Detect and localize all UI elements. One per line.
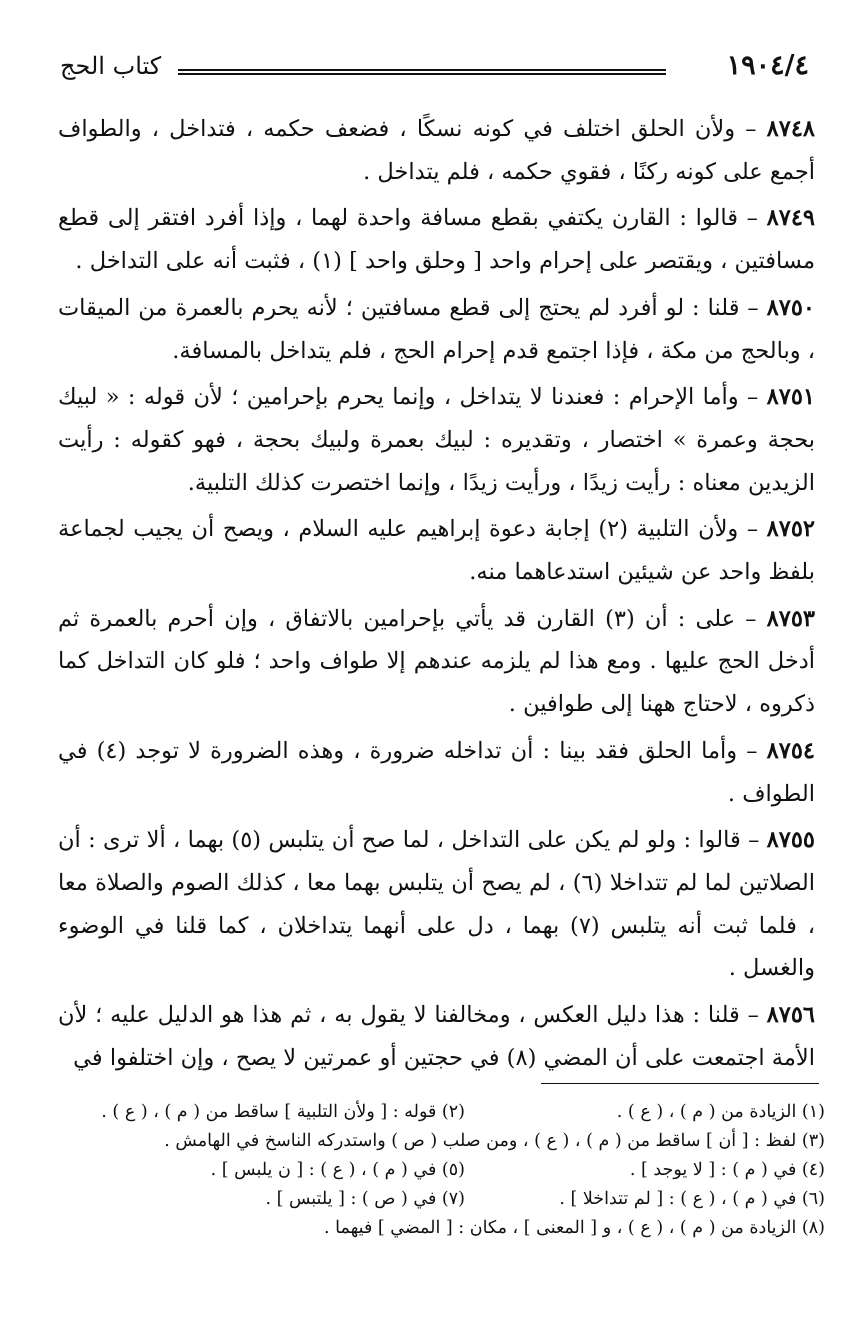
paragraph-number: ٨٧٥٣ <box>766 605 816 632</box>
paragraph-text: – ولأن التلبية (٢) إجابة دعوة إبراهيم عليه السلام ، ويصح أن يجيب لجماعة بلفظ واحد عن شيئين استدعاهما منه. <box>58 516 815 586</box>
paragraph-8751 <box>58 376 815 504</box>
paragraph-8753 <box>58 598 815 726</box>
footnote-row <box>40 1185 825 1214</box>
footnote-1: (١) الزيادة من ( م ) ، ( ع ) . <box>616 1102 825 1122</box>
footnote-row <box>40 1156 825 1185</box>
footnote-4: (٤) في ( م ) : [ لا يوجد ] . <box>629 1160 825 1180</box>
paragraph-8754 <box>58 730 815 815</box>
footnotes <box>40 1098 825 1243</box>
paragraph-number: ٨٧٤٨ <box>766 116 815 142</box>
footnote-2: (٢) قوله : [ ولأن التلبية ] ساقط من ( م ) ، ( ع ) . <box>101 1102 465 1122</box>
paragraph-number: ٨٧٥٠ <box>766 294 815 321</box>
paragraph-8752 <box>58 508 815 593</box>
paragraph-8750 <box>58 287 815 372</box>
paragraph-number: ٨٧٥٦ <box>766 1002 815 1029</box>
page-number: ١٩٠٤/٤ <box>726 50 809 81</box>
paragraph-text: – قلنا : هذا دليل العكس ، ومخالفنا لا يقول به ، ثم هذا هو الدليل عليه ؛ لأن الأمة اجتمعت على أن المضي (٨) في حجتين أو عمرتين لا يصح ، وإن اختلفوا في <box>58 1002 815 1071</box>
running-title: كتاب الحج <box>60 52 162 80</box>
paragraph-number: ٨٧٥٢ <box>766 516 815 543</box>
paragraph-number: ٨٧٥٤ <box>766 737 815 764</box>
footnote-6: (٦) في ( م ) ، ( ع ) : [ لم تتداخلا ] . <box>559 1189 825 1209</box>
paragraph-8748 <box>58 108 815 193</box>
paragraph-text: – وأما الحلق فقد بينا : أن تداخله ضرورة ، وهذه الضرورة لا توجد (٤) في الطواف . <box>58 737 815 807</box>
footnote-row <box>40 1214 825 1243</box>
footnote-row <box>40 1127 825 1156</box>
paragraph-8749 <box>58 197 815 282</box>
paragraph-number: ٨٧٤٩ <box>766 205 815 232</box>
paragraph-text: – ولأن الحلق اختلف في كونه نسكًا ، فضعف حكمه ، فتداخل ، والطواف أجمع على كونه ركنًا ، فقوي حكمه ، فلم يتداخل . <box>58 116 815 185</box>
header-rule <box>178 69 666 75</box>
paragraph-text: – وأما الإحرام : فعندنا لا يتداخل ، وإنما يحرم بإحرامين ؛ لأن قوله : « لبيك بحجة وعمرة » اختصار ، وتقديره : لبيك بعمرة ولبيك بحجة ، فهو كقوله : رأيت الزيدين معناه : رأيت زيدًا ، ورأيت زيدًا ، وإنما اختصرت كذلك التلبية. <box>58 384 815 496</box>
page-header <box>60 44 809 94</box>
paragraph-8756 <box>58 994 815 1079</box>
paragraph-8755 <box>58 819 815 990</box>
footnote-row <box>40 1098 825 1127</box>
footnote-5: (٥) في ( م ) ، ( ع ) : [ ن يلبس ] . <box>210 1160 465 1180</box>
paragraph-text: – على : أن (٣) القارن قد يأتي بإحرامين بالاتفاق ، وإن أحرم بالعمرة ثم أدخل الحج عليها . ومع هذا لم يلزمه عندهم إلا طواف واحد ؛ فلو كان التداخل كما ذكروه ، لاحتاج ههنا إلى طوافين . <box>58 605 815 718</box>
paragraph-number: ٨٧٥١ <box>766 384 815 411</box>
main-text <box>58 108 815 1083</box>
paragraph-text: – قالوا : القارن يكتفي بقطع مسافة واحدة لهما ، وإذا أفرد افتقر إلى قطع مسافتين ، ويقتصر على إحرام واحد [ وحلق واحد ] (١) ، فثبت أنه على التداخل . <box>58 205 815 275</box>
footnote-8: (٨) الزيادة من ( م ) ، ( ع ) ، و [ المعنى ] ، مكان : [ المضي ] فيهما . <box>324 1218 825 1238</box>
footnote-3: (٣) لفظ : [ أن ] ساقط من ( م ) ، ( ع ) ، ومن صلب ( ص ) واستدركه الناسخ في الهامش . <box>164 1131 825 1151</box>
footnote-7: (٧) في ( ص ) : [ يلتبس ] . <box>265 1189 465 1209</box>
paragraph-text: – قلنا : لو أفرد لم يحتج إلى قطع مسافتين ؛ لأنه يحرم بالعمرة من الميقات ، وبالحج من مكة ، فإذا اجتمع قدم إحرام الحج ، فلم يتداخل بالمسافة. <box>58 294 815 364</box>
footnote-separator <box>541 1083 819 1084</box>
paragraph-number: ٨٧٥٥ <box>766 827 815 854</box>
paragraph-text: – قالوا : ولو لم يكن على التداخل ، لما صح أن يتلبس (٥) بهما ، ألا ترى : أن الصلاتين لما لم تتداخلا (٦) ، لم يصح أن يتلبس بهما معا ، كذلك الصوم والصلاة معا ، فلما ثبت أنه يتلبس (٧) بهما ، دل على أنهما يتداخلان ، كما قلنا في الوضوء والغسل . <box>58 827 815 982</box>
